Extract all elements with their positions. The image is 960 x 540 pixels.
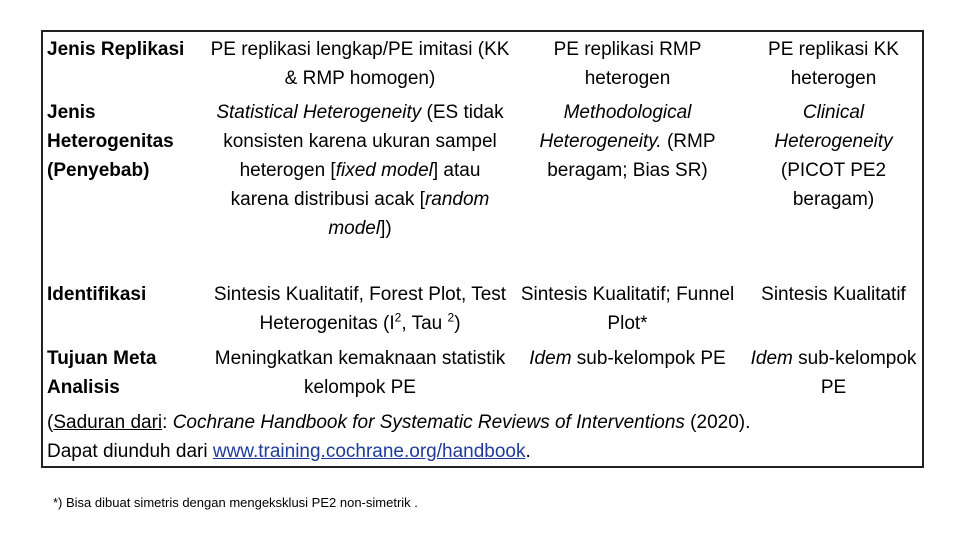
identifikasi-text: Sintesis Kualitatif, Forest Plot, Test Heterogenitas (I (213, 284, 507, 334)
cell-methodological-heterogeneity (514, 98, 741, 185)
cell-identifikasi-lengkap (209, 280, 511, 338)
source-year: (2020). (684, 412, 751, 433)
identifikasi-close: ) (454, 313, 461, 334)
identifikasi-tau: , Tau (401, 313, 448, 334)
row-label-tujuan: Tujuan Meta Analisis (47, 348, 157, 398)
cell-statistical-heterogeneity (209, 98, 511, 243)
header-pe-rmp: PE replikasi RMP heterogen (553, 39, 702, 89)
clinical-title: Clinical Heterogeneity (774, 102, 893, 152)
clinical-text: (PICOT PE2 beragam) (780, 160, 887, 210)
source-open: ( (47, 412, 54, 433)
row-label-identifikasi: Identifikasi (47, 284, 147, 305)
statistical-text-3: ]) (380, 218, 392, 239)
cell-tujuan-lengkap: Meningkatkan kemaknaan statistik kelompok PE (214, 348, 506, 398)
statistical-title: Statistical Heterogeneity (216, 102, 422, 123)
row-label-heterogenitas: Jenis Heterogenitas (Penyebab) (47, 102, 174, 181)
header-pe-kk: PE replikasi KK heterogen (768, 39, 899, 89)
superscript-tau2: 2 (447, 310, 455, 325)
tujuan-rmp-text: sub-kelompok PE (571, 348, 726, 369)
cell-tujuan-rmp (514, 344, 741, 373)
idem-rmp: Idem (529, 348, 572, 369)
random-model: random model (328, 189, 490, 239)
table-frame (41, 30, 924, 468)
source-colon: : (162, 412, 173, 433)
cell-identifikasi-rmp: Sintesis Kualitatif; Funnel Plot* (520, 284, 735, 334)
header-jenis-replikasi: Jenis Replikasi (47, 39, 185, 60)
footnote: *) Bisa dibuat simetris dengan mengeksklusi PE2 non-simetrik . (53, 495, 418, 510)
cell-clinical-heterogeneity (743, 98, 924, 214)
tujuan-kk-text: sub-kelompok PE (792, 348, 917, 398)
fixed-model: fixed model (335, 160, 433, 181)
header-pe-lengkap: PE replikasi lengkap/PE imitasi (KK & RMP homogen) (210, 39, 510, 89)
methodological-text: (RMP beragam; Bias SR) (547, 131, 716, 181)
saduran-label: Saduran dari (53, 412, 163, 433)
superscript-i2: 2 (394, 310, 402, 325)
cell-identifikasi-kk: Sintesis Kualitatif (761, 284, 906, 305)
statistical-text-1: (ES tidak konsisten karena ukuran sampel heterogen [ (223, 102, 504, 181)
cell-tujuan-kk (743, 344, 924, 402)
handbook-title: Cochrane Handbook for Systematic Reviews of Interventions (172, 412, 685, 433)
statistical-text-2: ] atau karena distribusi acak [ (230, 160, 481, 210)
idem-kk: Idem (750, 348, 793, 369)
source-end: . (525, 441, 531, 462)
handbook-link[interactable]: www.training.cochrane.org/handbook (212, 441, 526, 462)
methodological-title: Methodological Heterogeneity. (539, 102, 692, 152)
download-text: Dapat diunduh dari (47, 441, 213, 462)
source-citation (47, 408, 923, 466)
